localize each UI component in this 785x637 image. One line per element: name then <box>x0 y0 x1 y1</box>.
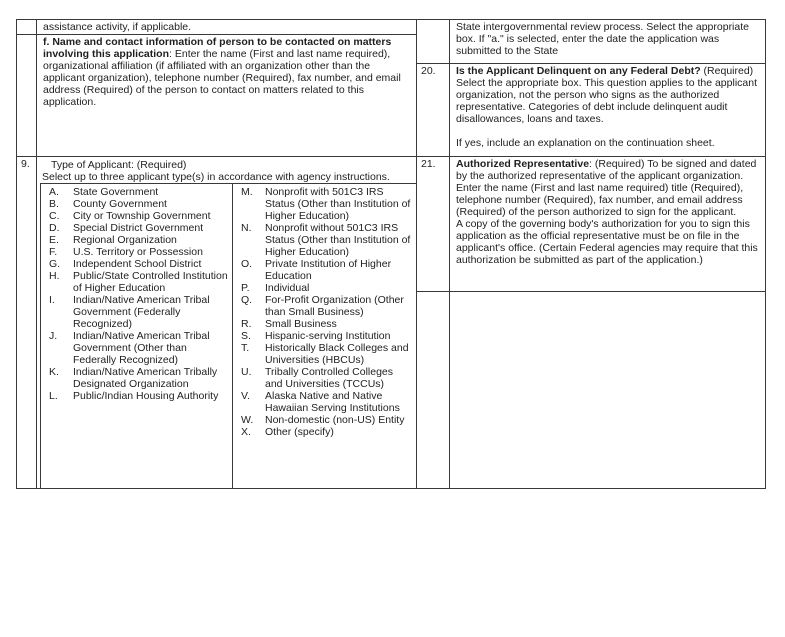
option-label: Historically Black Colleges and Universities (HBCUs) <box>265 342 409 366</box>
option-label: For-Profit Organization (Other than Small Business) <box>265 294 404 318</box>
item-number-cell-empty <box>17 35 37 156</box>
applicant-type-option <box>233 222 416 258</box>
applicant-type-option <box>41 330 232 366</box>
option-letter: J. <box>49 330 58 342</box>
applicant-type-option <box>233 318 416 330</box>
option-label: Regional Organization <box>73 234 177 246</box>
item-21-paragraph <box>456 158 761 218</box>
applicant-type-option <box>233 294 416 318</box>
option-label: Independent School District <box>73 258 202 270</box>
option-label: U.S. Territory or Possession <box>73 246 203 258</box>
option-letter: C. <box>49 210 60 222</box>
option-label: Small Business <box>265 318 337 330</box>
applicant-type-option <box>41 270 232 294</box>
option-letter: V. <box>241 390 250 402</box>
right-continuation-row <box>417 20 765 63</box>
applicant-type-option <box>233 282 416 294</box>
option-letter: I. <box>49 294 55 306</box>
applicant-type-option <box>41 246 232 258</box>
item-f-paragraph <box>43 36 412 108</box>
option-letter: O. <box>241 258 253 270</box>
option-label: Private Institution of Higher Education <box>265 258 392 282</box>
option-letter: E. <box>49 234 59 246</box>
option-letter: U. <box>241 366 252 378</box>
option-label: Other (specify) <box>265 426 334 438</box>
applicant-type-option <box>233 186 416 222</box>
option-letter: F. <box>49 246 58 258</box>
option-label: City or Township Government <box>73 210 211 222</box>
item-21-paragraph-2: A copy of the governing body's authorization for you to sign this application as the official representative must be on file in the applicant's office. (Certain Federal agencies may require that this authorization be submitted as part of the application.) <box>456 218 758 266</box>
option-letter: W. <box>241 414 254 426</box>
item-9-content <box>37 157 416 488</box>
left-continuation-text: assistance activity, if applicable. <box>43 21 192 33</box>
option-label: Hispanic-serving Institution <box>265 330 391 342</box>
item-number-cell-empty <box>417 20 450 63</box>
item-20-body: (Required) Select the appropriate box. This question applies to the applicant organization, not the person who signs as the authorized representative. Categories of debt include delinquent audit disallowances, loans and taxes. <box>456 65 758 125</box>
applicant-type-option <box>233 390 416 414</box>
item-20-row <box>417 63 765 156</box>
item-20-number: 20. <box>417 64 450 156</box>
applicant-type-option <box>41 366 232 390</box>
applicant-type-option <box>41 234 232 246</box>
item-9-subtitle: Select up to three applicant type(s) in accordance with agency instructions. <box>42 171 390 183</box>
option-label: Nonprofit without 501C3 IRS Status (Other than Institution of Higher Education) <box>265 222 411 258</box>
option-label: Alaska Native and Native Hawaiian Serving Institutions <box>265 390 400 414</box>
applicant-type-subtable <box>40 183 416 488</box>
applicant-type-column-m-x <box>233 184 416 488</box>
option-letter: L. <box>49 390 58 402</box>
option-letter: A. <box>49 186 59 198</box>
applicant-type-option <box>41 222 232 234</box>
option-letter: X. <box>241 426 251 438</box>
item-f-content <box>37 35 416 156</box>
item-20-content <box>450 64 765 156</box>
option-letter: D. <box>49 222 60 234</box>
applicant-type-option <box>41 294 232 330</box>
option-letter: Q. <box>241 294 253 306</box>
item-9-header <box>37 157 416 183</box>
applicant-type-option <box>41 198 232 210</box>
form-instructions-table <box>16 19 766 489</box>
option-label: Indian/Native American Tribal Government (Other than Federally Recognized) <box>73 330 210 366</box>
item-20-note: If yes, include an explanation on the continuation sheet. <box>456 137 715 149</box>
applicant-type-option <box>233 258 416 282</box>
left-panel <box>16 19 417 489</box>
applicant-type-option <box>41 186 232 198</box>
option-letter: B. <box>49 198 59 210</box>
option-label: Nonprofit with 501C3 IRS Status (Other than Institution of Higher Education) <box>265 186 411 222</box>
item-20-heading: Is the Applicant Delinquent on any Federal Debt? <box>456 65 701 77</box>
option-label: Tribally Controlled Colleges and Universities (TCCUs) <box>265 366 393 390</box>
option-label: Indian/Native American Tribally Designated Organization <box>73 366 218 390</box>
item-9-title: Type of Applicant: (Required) <box>51 159 187 171</box>
item-21-number: 21. <box>417 157 450 291</box>
right-continuation-text: State intergovernmental review process. Select the appropriate box. If "a." is selected, enter the date the application was submitted to the State <box>456 21 749 57</box>
item-21-heading: Authorized Representative <box>456 158 590 170</box>
right-panel <box>417 19 766 489</box>
option-letter: M. <box>241 186 253 198</box>
option-label: County Government <box>73 198 167 210</box>
applicant-type-option <box>41 210 232 222</box>
item-number-cell-empty <box>417 292 450 488</box>
left-continuation-row <box>17 20 416 34</box>
applicant-type-option <box>41 258 232 270</box>
empty-cell <box>450 292 765 488</box>
item-21-body: : (Required) To be signed and dated by the authorized representative of the applicant organization. Enter the name (First and last name required) title (Required), telephone number (Required), fax number, and email address (Required) of the person authorized to sign for the applicant. <box>456 158 757 218</box>
item-9-number: 9. <box>17 157 37 488</box>
option-letter: P. <box>241 282 250 294</box>
option-label: Public/State Controlled Institution of Higher Education <box>73 270 228 294</box>
item-f-heading: f. Name and contact information of person to be contacted on matters involving this application <box>43 36 392 60</box>
option-letter: G. <box>49 258 61 270</box>
option-label: Special District Government <box>73 222 204 234</box>
item-f-row <box>17 34 416 156</box>
item-21-row <box>417 156 765 291</box>
option-label: Individual <box>265 282 310 294</box>
option-letter: H. <box>49 270 60 282</box>
applicant-type-option <box>233 330 416 342</box>
option-letter: S. <box>241 330 251 342</box>
option-letter: T. <box>241 342 250 354</box>
option-label: Non-domestic (non-US) Entity <box>265 414 405 426</box>
item-f-body: : Enter the name (First and last name required), organizational affiliation (if affiliated with an organization other than the applicant organization), telephone number (Required), fax number, and email address (Required) of the person to contact on matters related to this application. <box>43 48 401 108</box>
right-empty-row <box>417 291 765 488</box>
item-number-cell-empty <box>17 20 37 34</box>
applicant-type-option <box>41 390 232 402</box>
option-label: State Government <box>73 186 159 198</box>
applicant-type-option <box>233 414 416 426</box>
item-9-row <box>17 156 416 488</box>
option-label: Indian/Native American Tribal Government (Federally Recognized) <box>73 294 210 330</box>
option-letter: K. <box>49 366 59 378</box>
option-letter: N. <box>241 222 252 234</box>
applicant-type-option <box>233 342 416 366</box>
option-letter: R. <box>241 318 252 330</box>
applicant-type-option <box>233 366 416 390</box>
item-20-paragraph <box>456 65 761 125</box>
item-21-content <box>450 157 765 291</box>
applicant-type-column-a-l <box>41 184 233 488</box>
option-label: Public/Indian Housing Authority <box>73 390 219 402</box>
applicant-type-option <box>233 426 416 438</box>
